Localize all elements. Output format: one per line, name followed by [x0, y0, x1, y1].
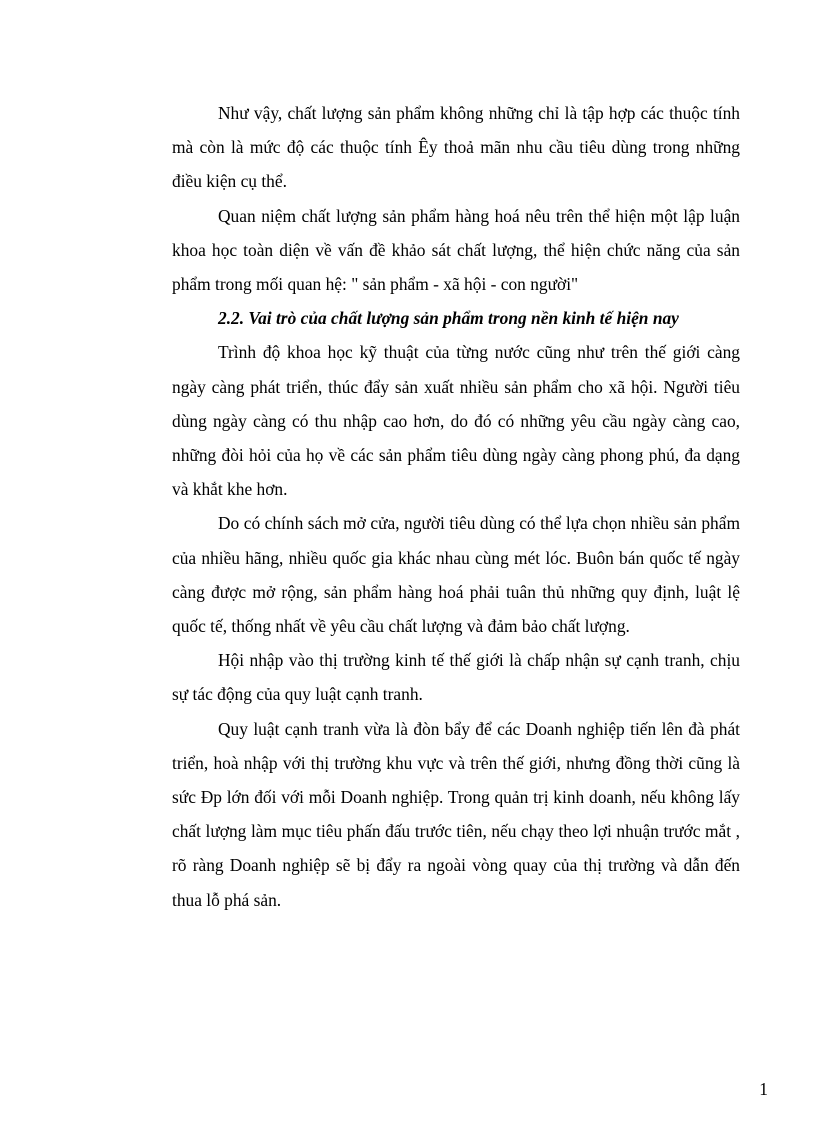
- paragraph-3: Trình độ khoa học kỹ thuật của từng nước cũng như trên thế giới càng ngày càng phát triển, thúc đẩy sản xuất nhiều sản phẩm cho xã hội. Người tiêu dùng ngày càng có thu nhập cao hơn, do đó có những yêu cầu ngày càng cao, những đòi hỏi của họ về các sản phẩm tiêu dùng ngày càng phong phú, đa dạng và khắt khe hơn.: [172, 342, 740, 500]
- paragraph-2: Quan niệm chất lượng sản phẩm hàng hoá nêu trên thể hiện một lập luận khoa học toàn diện về vấn đề khảo sát chất lượng, thể hiện chức năng của sản phẩm trong mối quan hệ: " sản phẩm - xã hội - con người": [172, 205, 740, 295]
- paragraph-6: Quy luật cạnh tranh vừa là đòn bẩy để các Doanh nghiệp tiến lên đà phát triển, hoà nhập với thị trường khu vực và trên thế giới, nhưng đồng thời cũng là sức Ðp lớn đối với mỗi Doanh nghiệp. Trong quản trị kinh doanh, nếu không lấy chất lượng làm mục tiêu phấn đấu trước tiên, nếu chạy theo lợi nhuận trước mắt , rõ ràng Doanh nghiệp sẽ bị đẩy ra ngoài vòng quay của thị trường và dẫn đến thua lỗ phá sản.: [172, 718, 740, 910]
- paragraph-1: Như vậy, chất lượng sản phẩm không những chỉ là tập hợp các thuộc tính mà còn là mức độ các thuộc tính Êy thoả mãn nhu cầu tiêu dùng trong những điều kiện cụ thể.: [172, 103, 740, 192]
- document-body: [172, 96, 740, 917]
- page-number: 1: [759, 1079, 768, 1099]
- section-heading: 2.2. Vai trò của chất lượng sản phẩm trong nền kinh tế hiện nay: [218, 308, 679, 329]
- paragraph-4: Do có chính sách mở cửa, người tiêu dùng có thể lựa chọn nhiều sản phẩm của nhiều hãng, nhiều quốc gia khác nhau cùng mét lóc. Buôn bán quốc tế ngày càng được mở rộng, sản phẩm hàng hoá phải tuân thủ những quy định, luật lệ quốc tế, thống nhất về yêu cầu chất lượng và đảm bảo chất lượng.: [172, 513, 740, 637]
- paragraph-5: Hội nhập vào thị trường kinh tế thế giới là chấp nhận sự cạnh tranh, chịu sự tác động của quy luật cạnh tranh.: [172, 650, 740, 705]
